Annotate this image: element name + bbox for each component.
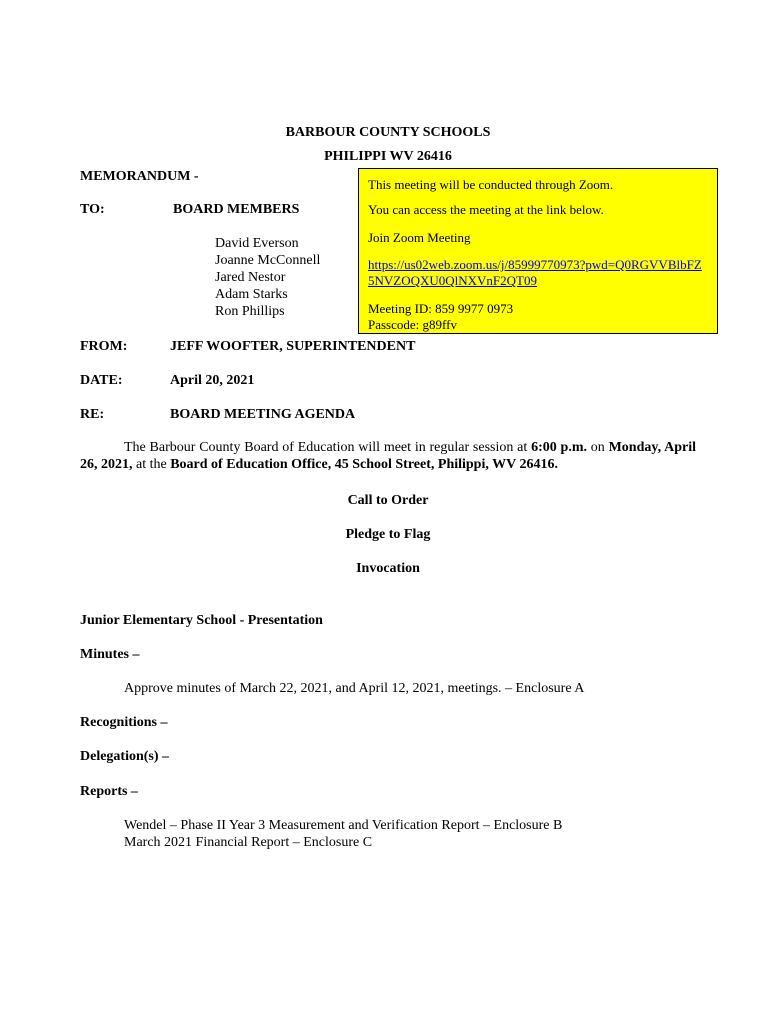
intro-text-3: at the <box>132 457 171 472</box>
zoom-passcode: Passcode: g89ffv <box>368 317 457 332</box>
board-member: Jared Nestor <box>215 270 286 285</box>
minutes-item: Approve minutes of March 22, 2021, and April 12, 2021, meetings. – Enclosure A <box>124 681 585 696</box>
meeting-location: Board of Education Office, 45 School Street, Philippi, WV 26416. <box>170 457 558 472</box>
memorandum-label: MEMORANDUM - <box>80 169 199 184</box>
re-label: RE: <box>80 407 105 422</box>
intro-text-2: on <box>586 440 609 455</box>
report-item: Wendel – Phase II Year 3 Measurement and Verification Report – Enclosure B <box>124 818 563 833</box>
zoom-join-label: Join Zoom Meeting <box>368 230 471 245</box>
board-member: Ron Phillips <box>215 304 285 319</box>
to-value: BOARD MEMBERS <box>173 202 300 217</box>
board-member: David Everson <box>215 236 299 251</box>
zoom-link-part-1[interactable]: https://us02web.zoom.us/j/85999770973?pwd=Q0RGVVBlbFZ <box>368 257 702 272</box>
zoom-link-part-2[interactable]: 5NVZOQXU0QlNXVnF2QT09 <box>368 273 537 288</box>
to-label: TO: <box>80 202 105 217</box>
zoom-meeting-id: Meeting ID: 859 9977 0973 <box>368 301 514 316</box>
date-value: April 20, 2021 <box>170 373 255 388</box>
meeting-time: 6:00 p.m. <box>531 440 587 455</box>
district-name: BARBOUR COUNTY SCHOOLS <box>285 125 491 140</box>
zoom-line-1: This meeting will be conducted through Zoom. <box>368 177 614 192</box>
board-member-list <box>215 235 320 320</box>
zoom-info-box <box>358 168 718 334</box>
recognitions-heading: Recognitions – <box>80 715 168 730</box>
report-item: March 2021 Financial Report – Enclosure C <box>124 835 373 850</box>
reports-heading: Reports – <box>80 784 138 799</box>
district-address: PHILIPPI WV 26416 <box>324 149 452 164</box>
meeting-intro-paragraph <box>80 439 696 473</box>
date-label: DATE: <box>80 373 123 388</box>
agenda-call-to-order: Call to Order <box>347 493 429 508</box>
zoom-line-2: You can access the meeting at the link below. <box>368 202 604 217</box>
minutes-heading: Minutes – <box>80 647 140 662</box>
board-member: Adam Starks <box>215 287 288 302</box>
delegations-heading: Delegation(s) – <box>80 749 170 764</box>
agenda-pledge: Pledge to Flag <box>345 527 431 542</box>
from-label: FROM: <box>80 339 128 354</box>
from-value: JEFF WOOFTER, SUPERINTENDENT <box>170 339 416 354</box>
board-member: Joanne McConnell <box>215 253 321 268</box>
agenda-presentation: Junior Elementary School - Presentation <box>80 613 323 628</box>
re-value: BOARD MEETING AGENDA <box>170 407 356 422</box>
agenda-invocation: Invocation <box>356 561 420 576</box>
intro-text-1: The Barbour County Board of Education will meet in regular session at <box>124 440 532 455</box>
meeting-date: Monday, April 26, 2021, <box>80 440 696 472</box>
